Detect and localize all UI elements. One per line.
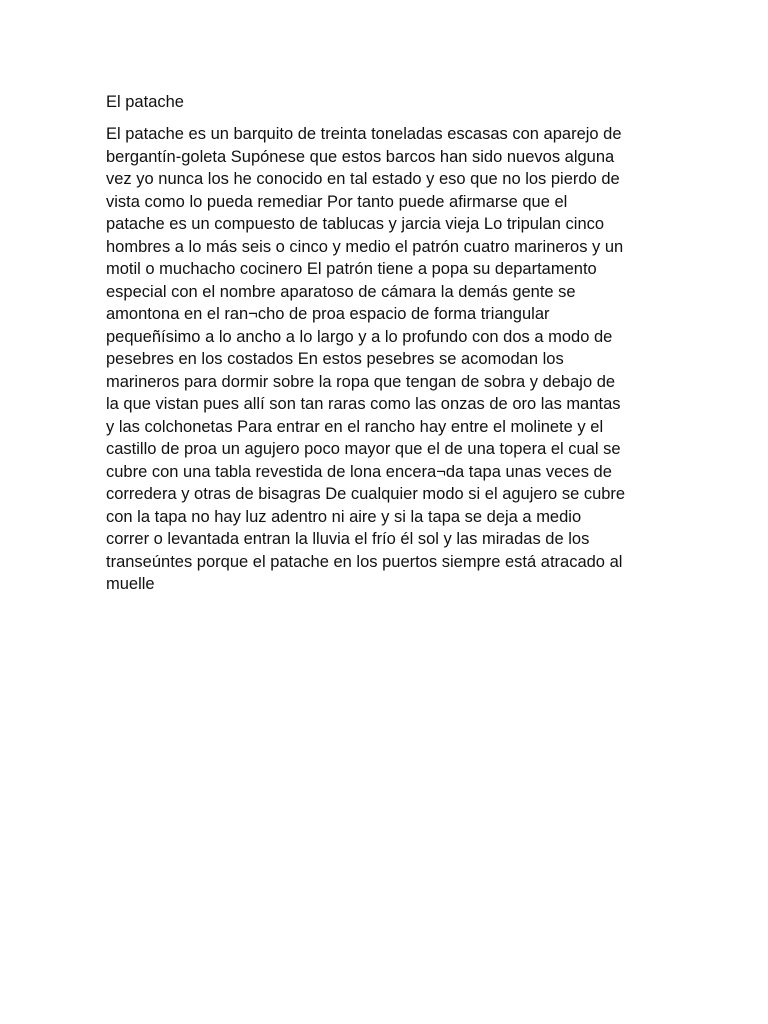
body-line: castillo de proa un agujero poco mayor que el de una topera el cual se [106, 440, 621, 458]
body-line: corredera y otras de bisagras De cualquier modo si el agujero se cubre [106, 485, 626, 503]
body-line: la que vistan pues allí son tan raras como las onzas de oro las mantas [106, 395, 621, 413]
body-line: con la tapa no hay luz adentro ni aire y si la tapa se deja a medio [106, 507, 582, 526]
body-line: vista como lo pueda remediar Por tanto puede afirmarse que el [106, 192, 568, 211]
document-body [106, 123, 666, 596]
body-line: amontona en el ran¬cho de proa espacio de forma triangular [106, 305, 550, 323]
document-title: El patache [106, 93, 184, 111]
body-line: hombres a lo más seis o cinco y medio el patrón cuatro marineros y un [106, 237, 624, 256]
body-line: y las colchonetas Para entrar en el rancho hay entre el molinete y el [106, 417, 604, 436]
body-line: pesebres en los costados En estos pesebres se acomodan los [106, 350, 564, 368]
body-line: patache es un compuesto de tablucas y jarcia vieja Lo tripulan cinco [106, 215, 605, 233]
body-line: motil o muchacho cocinero El patrón tiene a popa su departamento [106, 260, 597, 278]
body-line: bergantín-goleta Supónese que estos barcos han sido nuevos alguna [106, 147, 615, 166]
body-line: especial con el nombre aparatoso de cámara la demás gente se [106, 282, 576, 301]
body-line: marineros para dormir sobre la ropa que tengan de sobra y debajo de [106, 372, 616, 391]
body-line: correr o levantada entran la lluvia el frío él sol y las miradas de los [106, 530, 590, 548]
body-line: vez yo nunca los he conocido en tal estado y eso que no los pierdo de [106, 170, 620, 188]
body-line: muelle [106, 575, 155, 593]
body-line: El patache es un barquito de treinta toneladas escasas con aparejo de [106, 125, 622, 143]
body-line: transeúntes porque el patache en los puertos siempre está atracado al [106, 552, 623, 571]
body-line: pequeñísimo a lo ancho a lo largo y a lo profundo con dos a modo de [106, 327, 613, 346]
body-line: cubre con una tabla revestida de lona encera¬da tapa unas veces de [106, 462, 612, 481]
